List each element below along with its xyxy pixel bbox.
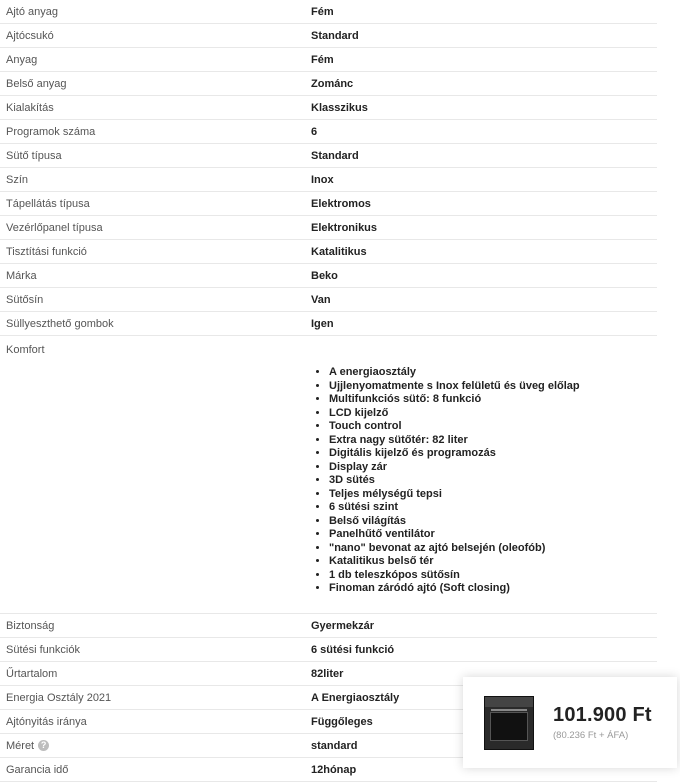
spec-value: 12hónap [311, 763, 357, 776]
spec-label: Sütősín [6, 293, 44, 306]
spec-value: Beko [311, 269, 338, 282]
spec-value: Katalitikus [311, 245, 367, 258]
spec-label: Vezérlőpanel típusa [6, 221, 103, 234]
spec-value: Függőleges [311, 715, 373, 728]
spec-value: 6 sütési funkció [311, 643, 395, 656]
list-item: • Touch control [329, 420, 580, 434]
spec-value: A Energiaosztály [311, 691, 400, 704]
spec-label: Tápellátás típusa [6, 197, 90, 210]
spec-row [0, 24, 657, 48]
spec-label: Méret [6, 739, 35, 752]
price-block [553, 704, 652, 741]
list-item: • Multifunkciós sütő: 8 funkció [329, 393, 580, 407]
spec-row [0, 312, 657, 336]
list-item: • Finoman záródó ajtó (Soft closing) [329, 582, 580, 596]
spec-value: Fém [311, 5, 334, 18]
spec-label: Tisztítási funkció [6, 245, 87, 258]
spec-label: Kialakítás [6, 101, 54, 114]
list-item: • Belső világítás [329, 515, 580, 529]
spec-value: Gyermekzár [311, 619, 374, 632]
list-item: • A energiaosztály [329, 366, 580, 380]
spec-label: Programok száma [6, 125, 96, 138]
spec-row [0, 638, 657, 662]
list-item: • Panelhűtő ventilátor [329, 528, 580, 542]
spec-value: Van [311, 293, 331, 306]
spec-value: Standard [311, 149, 359, 162]
list-item: • 3D sütés [329, 474, 580, 488]
spec-value: 6 [311, 125, 318, 138]
spec-label: Belső anyag [6, 77, 67, 90]
spec-label: Sütő típusa [6, 149, 62, 162]
spec-value: Zománc [311, 77, 354, 90]
spec-label: Sütési funkciók [6, 643, 80, 656]
spec-row-comfort [0, 336, 657, 614]
list-item: • Extra nagy sütőtér: 82 liter [329, 434, 580, 448]
spec-row [0, 144, 657, 168]
spec-value: standard [311, 739, 358, 752]
spec-row [0, 614, 657, 638]
list-item: • Ujjlenyomatmente s Inox felületű és üveg előlap [329, 380, 580, 394]
spec-row [0, 96, 657, 120]
comfort-feature-list [311, 366, 580, 596]
price-card[interactable] [463, 677, 677, 768]
list-item: • Display zár [329, 461, 580, 475]
spec-row [0, 72, 657, 96]
spec-label: Komfort [6, 344, 45, 356]
oven-control-panel [485, 697, 533, 707]
spec-row [0, 0, 657, 24]
spec-label: Ajtónyitás iránya [6, 715, 87, 728]
spec-label: Ajtó anyag [6, 5, 58, 18]
spec-value: Elektronikus [311, 221, 378, 234]
list-item: • Teljes mélységű tepsi [329, 488, 580, 502]
spec-label: Márka [6, 269, 37, 282]
oven-product-image[interactable] [484, 696, 534, 750]
spec-row [0, 288, 657, 312]
question-icon[interactable]: ? [38, 740, 49, 751]
spec-value: Fém [311, 53, 334, 66]
spec-value: Inox [311, 173, 334, 186]
spec-row [0, 48, 657, 72]
list-item: • 6 sütési szint [329, 501, 580, 515]
spec-row [0, 168, 657, 192]
spec-value: Standard [311, 29, 359, 42]
spec-label: Ajtócsukó [6, 29, 54, 42]
spec-row [0, 264, 657, 288]
list-item: • LCD kijelző [329, 407, 580, 421]
spec-label: Szín [6, 173, 29, 186]
spec-row [0, 216, 657, 240]
spec-value: Klasszikus [311, 101, 368, 114]
spec-label: Energia Osztály 2021 [6, 691, 112, 704]
price: 101.900 Ft [553, 704, 652, 726]
spec-label-wrap [0, 740, 311, 752]
spec-value: Igen [311, 317, 334, 330]
spec-value: 82liter [311, 667, 344, 680]
spec-row [0, 240, 657, 264]
spec-row [0, 192, 657, 216]
oven-handle [491, 709, 527, 711]
list-item: • Katalitikus belső tér [329, 555, 580, 569]
spec-label: Süllyeszthető gombok [6, 317, 114, 330]
list-item: • "nano" bevonat az ajtó belsején (oleofób) [329, 542, 580, 556]
spec-label: Biztonság [6, 619, 55, 632]
oven-window [490, 712, 528, 741]
spec-label: Űrtartalom [6, 667, 58, 680]
net-price: (80.236 Ft + ÁFA) [553, 730, 629, 741]
list-item: • Digitális kijelző és programozás [329, 447, 580, 461]
list-item: • 1 db teleszkópos sütősín [329, 569, 580, 583]
spec-row [0, 120, 657, 144]
comfort-feature-list-wrap [311, 336, 580, 596]
spec-label: Anyag [6, 53, 38, 66]
spec-label: Garancia idő [6, 763, 69, 776]
spec-value: Elektromos [311, 197, 371, 210]
